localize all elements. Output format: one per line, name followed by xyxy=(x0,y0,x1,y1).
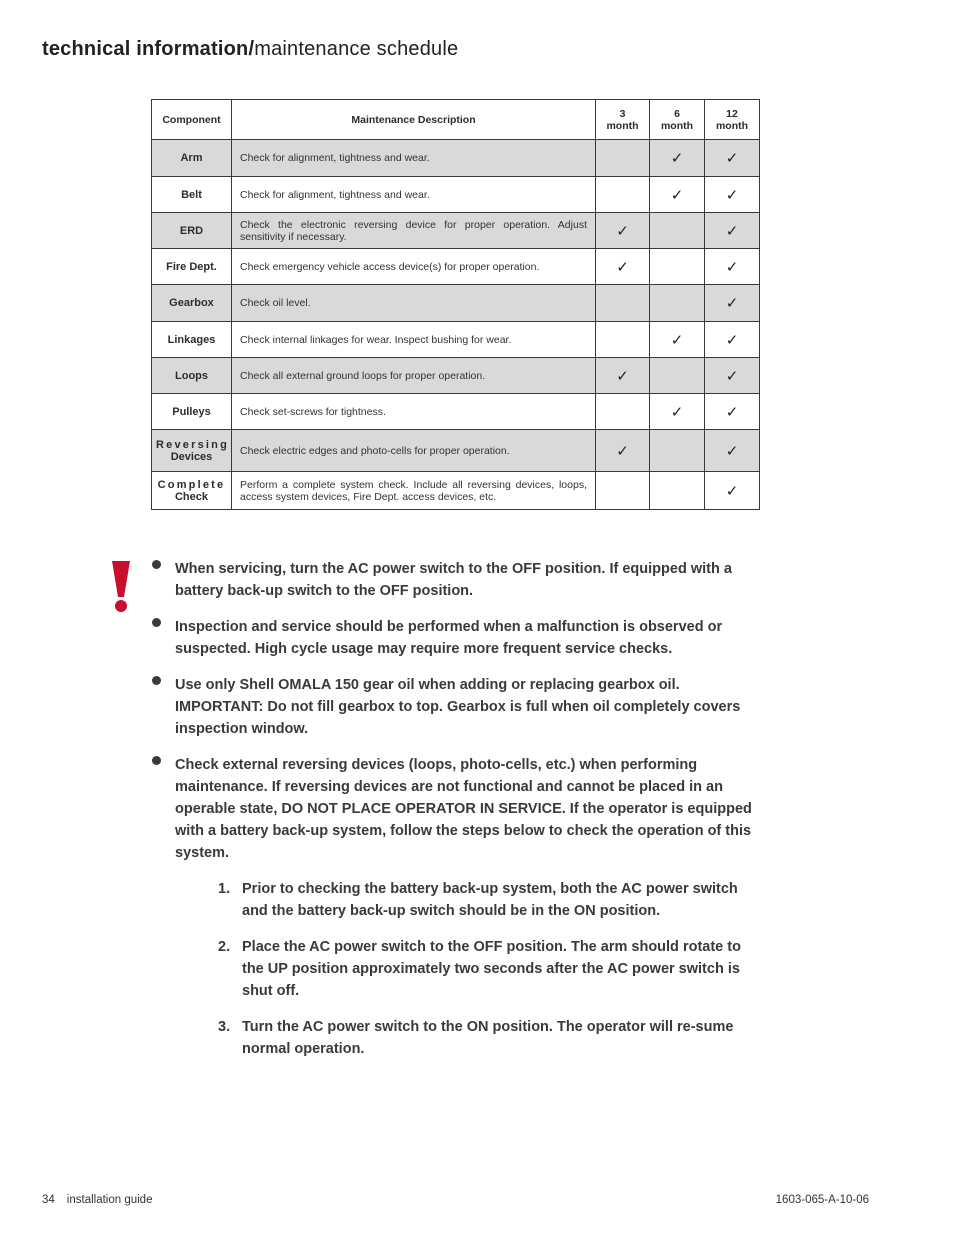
header-3-month-num: 3 xyxy=(619,107,626,120)
cell-component xyxy=(152,472,232,510)
table-row xyxy=(152,322,760,358)
cell-m12 xyxy=(705,177,760,213)
checkmark-icon: ✓ xyxy=(670,403,684,421)
cell-description: Check for alignment, tightness and wear. xyxy=(232,177,596,213)
table-row xyxy=(152,358,760,394)
footer-doc-code: 1603-065-A-10-06 xyxy=(775,1194,869,1206)
cell-component xyxy=(152,177,232,213)
checkmark-icon: ✓ xyxy=(670,150,684,167)
step-item xyxy=(218,878,763,922)
step-item xyxy=(218,1016,763,1060)
table-row xyxy=(152,394,760,430)
cell-m12 xyxy=(705,249,760,285)
note-item xyxy=(152,616,762,660)
checkmark-icon: ✓ xyxy=(725,331,739,349)
step-number: 2. xyxy=(218,939,231,955)
cell-m6 xyxy=(650,394,705,430)
step-text: Prior to checking the battery back-up system, both the AC power switch and the battery back-up switch should be in the ON position. xyxy=(242,881,738,919)
cell-m12 xyxy=(705,140,760,177)
page-title-section: technical information/ xyxy=(42,38,255,60)
table-row xyxy=(152,249,760,285)
cell-description: Check the electronic reversing device for proper operation. Adjust sensitivity if necessary. xyxy=(232,213,596,249)
cell-component xyxy=(152,213,232,249)
checkmark-icon: ✓ xyxy=(725,367,739,385)
header-6-month xyxy=(650,100,705,140)
cell-m3 xyxy=(596,358,650,394)
component-name: Fire Dept. xyxy=(166,260,217,273)
cell-component xyxy=(152,358,232,394)
checkmark-icon: ✓ xyxy=(670,186,684,204)
cell-component xyxy=(152,322,232,358)
page-title-subsection: maintenance schedule xyxy=(254,38,459,60)
component-name: Gearbox xyxy=(169,297,214,309)
component-name: Belt xyxy=(181,188,202,201)
header-component: Component xyxy=(152,100,232,140)
cell-m6 xyxy=(650,285,705,322)
component-name: Linkages xyxy=(167,333,216,346)
cell-m6 xyxy=(650,249,705,285)
note-item xyxy=(152,754,762,864)
cell-m3 xyxy=(596,140,650,177)
cell-description: Check emergency vehicle access device(s) for proper operation. xyxy=(232,249,596,285)
cell-m12 xyxy=(705,472,760,510)
cell-m3 xyxy=(596,249,650,285)
bullet-icon xyxy=(152,560,161,569)
header-3-month xyxy=(596,100,650,140)
cell-description: Check oil level. xyxy=(232,285,596,322)
note-item xyxy=(152,674,762,740)
cell-m12 xyxy=(705,213,760,249)
cell-m12 xyxy=(705,285,760,322)
cell-m6 xyxy=(650,213,705,249)
battery-check-steps xyxy=(218,878,763,1074)
header-6-month-num: 6 xyxy=(674,107,680,120)
cell-description: Check all external ground loops for proper operation. xyxy=(232,358,596,394)
component-name: Reversing xyxy=(156,438,229,451)
cell-m6 xyxy=(650,322,705,358)
cell-m12 xyxy=(705,358,760,394)
cell-m6 xyxy=(650,140,705,177)
table-row xyxy=(152,285,760,322)
note-text: Use only Shell OMALA 150 gear oil when adding or replacing gearbox oil. IMPORTANT: Do not fill gearbox to top. Gearbox is full when oil completely covers inspection window. xyxy=(175,677,741,737)
header-12-month-unit: month xyxy=(715,119,749,132)
page-number: 34 xyxy=(42,1194,55,1206)
checkmark-icon: ✓ xyxy=(616,258,629,276)
checkmark-icon: ✓ xyxy=(616,222,629,240)
cell-m6 xyxy=(650,177,705,213)
header-3-month-unit: month xyxy=(606,119,639,132)
cell-m3 xyxy=(596,472,650,510)
cell-m6 xyxy=(650,472,705,510)
component-name: Loops xyxy=(175,369,208,382)
header-12-month xyxy=(705,100,760,140)
checkmark-icon: ✓ xyxy=(725,186,739,204)
cell-m3 xyxy=(596,394,650,430)
checkmark-icon: ✓ xyxy=(725,403,739,421)
component-name: ERD xyxy=(179,224,204,237)
cell-m6 xyxy=(650,358,705,394)
cell-m6 xyxy=(650,430,705,472)
header-6-month-unit: month xyxy=(660,119,694,132)
step-text: Turn the AC power switch to the ON position. The operator will re-sume normal operation. xyxy=(242,1019,734,1057)
footer-left xyxy=(42,1194,152,1206)
component-name: Pulleys xyxy=(172,405,211,418)
note-text: When servicing, turn the AC power switch to the OFF position. If equipped with a battery back-up switch to the OFF position. xyxy=(175,561,732,599)
table-row xyxy=(152,213,760,249)
note-text: Inspection and service should be performed when a malfunction is observed or suspected. High cycle usage may require more frequent service checks. xyxy=(175,619,723,657)
maintenance-schedule-table xyxy=(151,99,760,510)
footer-guide-label: installation guide xyxy=(66,1194,153,1206)
warning-exclamation-icon xyxy=(112,561,130,613)
header-description: Maintenance Description xyxy=(232,100,596,140)
table-body xyxy=(152,140,760,510)
checkmark-icon: ✓ xyxy=(725,442,739,460)
cell-component xyxy=(152,249,232,285)
cell-description: Perform a complete system check. Include all reversing devices, loops, access system devices, Fire Dept. access devices, etc. xyxy=(232,472,596,510)
cell-m3 xyxy=(596,430,650,472)
step-number: 3. xyxy=(218,1019,231,1035)
cell-m3 xyxy=(596,285,650,322)
cell-component xyxy=(152,394,232,430)
note-item xyxy=(152,558,762,602)
notes-list xyxy=(152,558,762,878)
cell-m12 xyxy=(705,394,760,430)
step-item xyxy=(218,936,763,1002)
cell-m3 xyxy=(596,213,650,249)
cell-description: Check for alignment, tightness and wear. xyxy=(232,140,596,177)
checkmark-icon: ✓ xyxy=(725,150,739,167)
step-number: 1. xyxy=(218,881,231,897)
component-name-line2: Check xyxy=(174,490,209,503)
checkmark-icon: ✓ xyxy=(616,442,629,460)
page-title xyxy=(42,38,458,61)
header-12-month-num: 12 xyxy=(726,107,738,120)
checkmark-icon: ✓ xyxy=(670,331,684,349)
bullet-icon xyxy=(152,756,161,765)
table-row xyxy=(152,430,760,472)
bullet-icon xyxy=(152,618,161,627)
cell-m3 xyxy=(596,177,650,213)
cell-component xyxy=(152,430,232,472)
bullet-icon xyxy=(152,676,161,685)
component-name: Arm xyxy=(180,152,203,164)
cell-component xyxy=(152,140,232,177)
cell-description: Check set-screws for tightness. xyxy=(232,394,596,430)
cell-m12 xyxy=(705,322,760,358)
component-name: Complete xyxy=(157,478,226,491)
component-name-line2: Devices xyxy=(170,450,213,463)
note-text: Check external reversing devices (loops, photo-cells, etc.) when performing maintenance. If reversing devices are not functional and cannot be placed in an operable state, DO NOT PLACE OPERATOR IN SERVICE. If the operator is equipped with a battery back-up system, follow the steps below to check the operation of this system. xyxy=(175,757,752,861)
cell-description: Check electric edges and photo-cells for proper operation. xyxy=(232,430,596,472)
checkmark-icon: ✓ xyxy=(616,367,629,385)
table-header-row xyxy=(152,100,760,140)
checkmark-icon: ✓ xyxy=(725,482,739,500)
table-row xyxy=(152,177,760,213)
checkmark-icon: ✓ xyxy=(725,258,739,276)
cell-component xyxy=(152,285,232,322)
table-row xyxy=(152,472,760,510)
cell-m12 xyxy=(705,430,760,472)
step-text: Place the AC power switch to the OFF position. The arm should rotate to the UP position approximately two seconds after the AC power switch is shut off. xyxy=(242,939,741,999)
checkmark-icon: ✓ xyxy=(725,295,739,312)
table-row xyxy=(152,140,760,177)
checkmark-icon: ✓ xyxy=(725,222,739,240)
cell-description: Check internal linkages for wear. Inspect bushing for wear. xyxy=(232,322,596,358)
cell-m3 xyxy=(596,322,650,358)
